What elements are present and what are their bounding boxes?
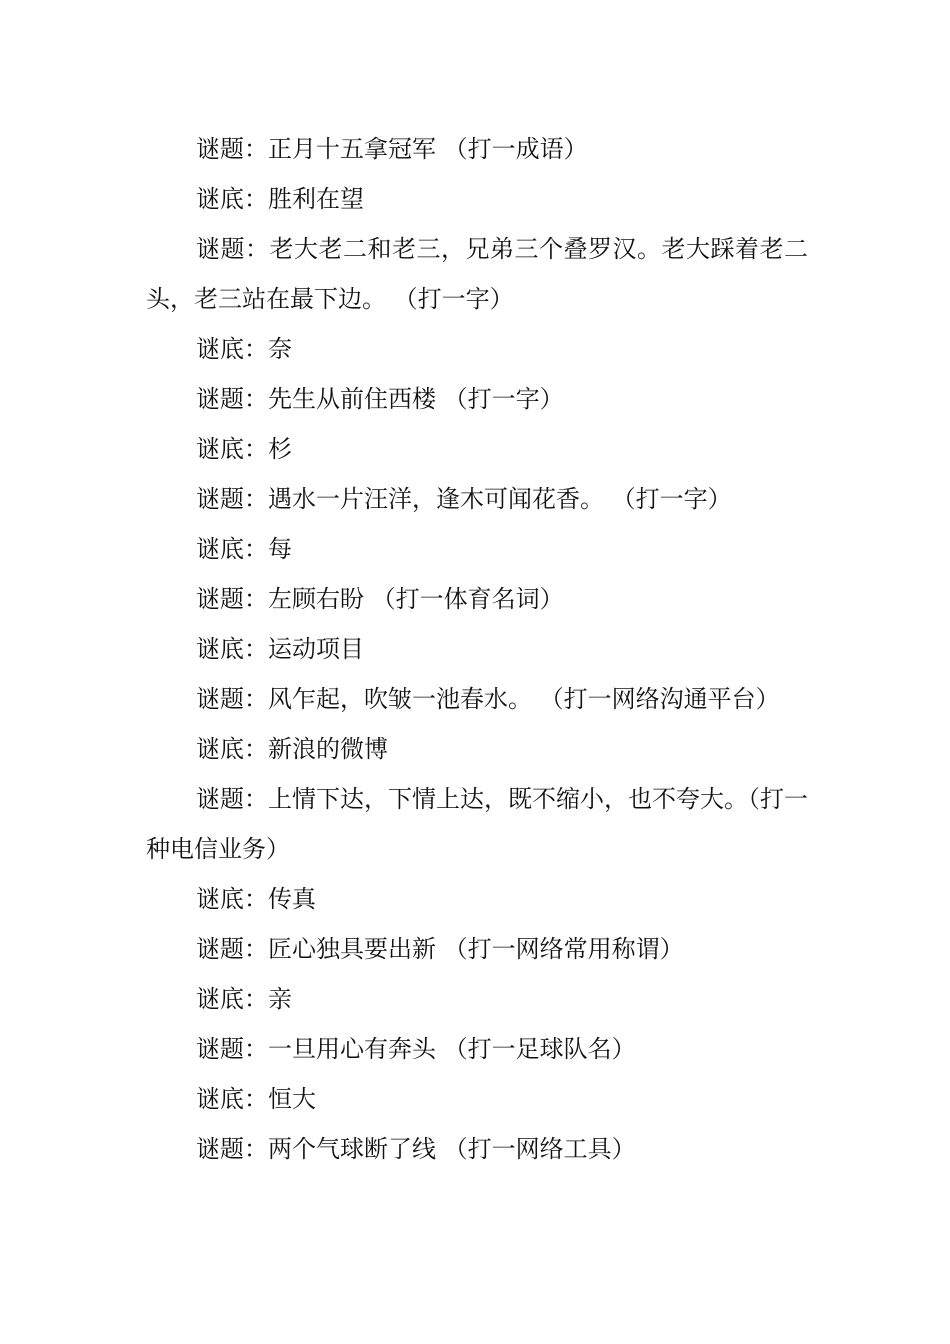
riddle-answer: 谜底：传真 — [196, 885, 316, 913]
riddle-answer: 谜底：新浪的微博 — [196, 735, 388, 763]
riddle-question: 谜题：一旦用心有奔头 （打一足球队名） — [196, 1035, 636, 1063]
document-body — [146, 124, 808, 1174]
riddle-question: 谜题：风乍起，吹皱一池春水。 （打一网络沟通平台） — [196, 685, 780, 713]
riddle-question: 谜题：两个气球断了线 （打一网络工具） — [196, 1135, 636, 1163]
riddle-answer: 谜底：亲 — [196, 985, 292, 1013]
riddle-answer: 谜底：杉 — [196, 435, 292, 463]
riddle-answer: 谜底：胜利在望 — [196, 185, 364, 213]
riddle-answer: 谜底：恒大 — [196, 1085, 316, 1113]
riddle-question: 谜题：遇水一片汪洋，逢木可闻花香。 （打一字） — [196, 485, 732, 513]
riddle-question: 谜题：老大老二和老三，兄弟三个叠罗汉。老大踩着老二头，老三站在最下边。 （打一字） — [146, 235, 808, 313]
riddle-question: 谜题：左顾右盼 （打一体育名词） — [196, 585, 564, 613]
riddle-question: 谜题：上情下达，下情上达，既不缩小，也不夸大。（打一种电信业务） — [146, 785, 808, 863]
riddle-answer: 谜底：运动项目 — [196, 635, 364, 663]
riddle-question: 谜题：匠心独具要出新 （打一网络常用称谓） — [196, 935, 684, 963]
riddle-answer: 谜底：每 — [196, 535, 292, 563]
riddle-question: 谜题：先生从前住西楼 （打一字） — [196, 385, 564, 413]
riddle-answer: 谜底：奈 — [196, 335, 292, 363]
riddle-question: 谜题：正月十五拿冠军 （打一成语） — [196, 135, 588, 163]
